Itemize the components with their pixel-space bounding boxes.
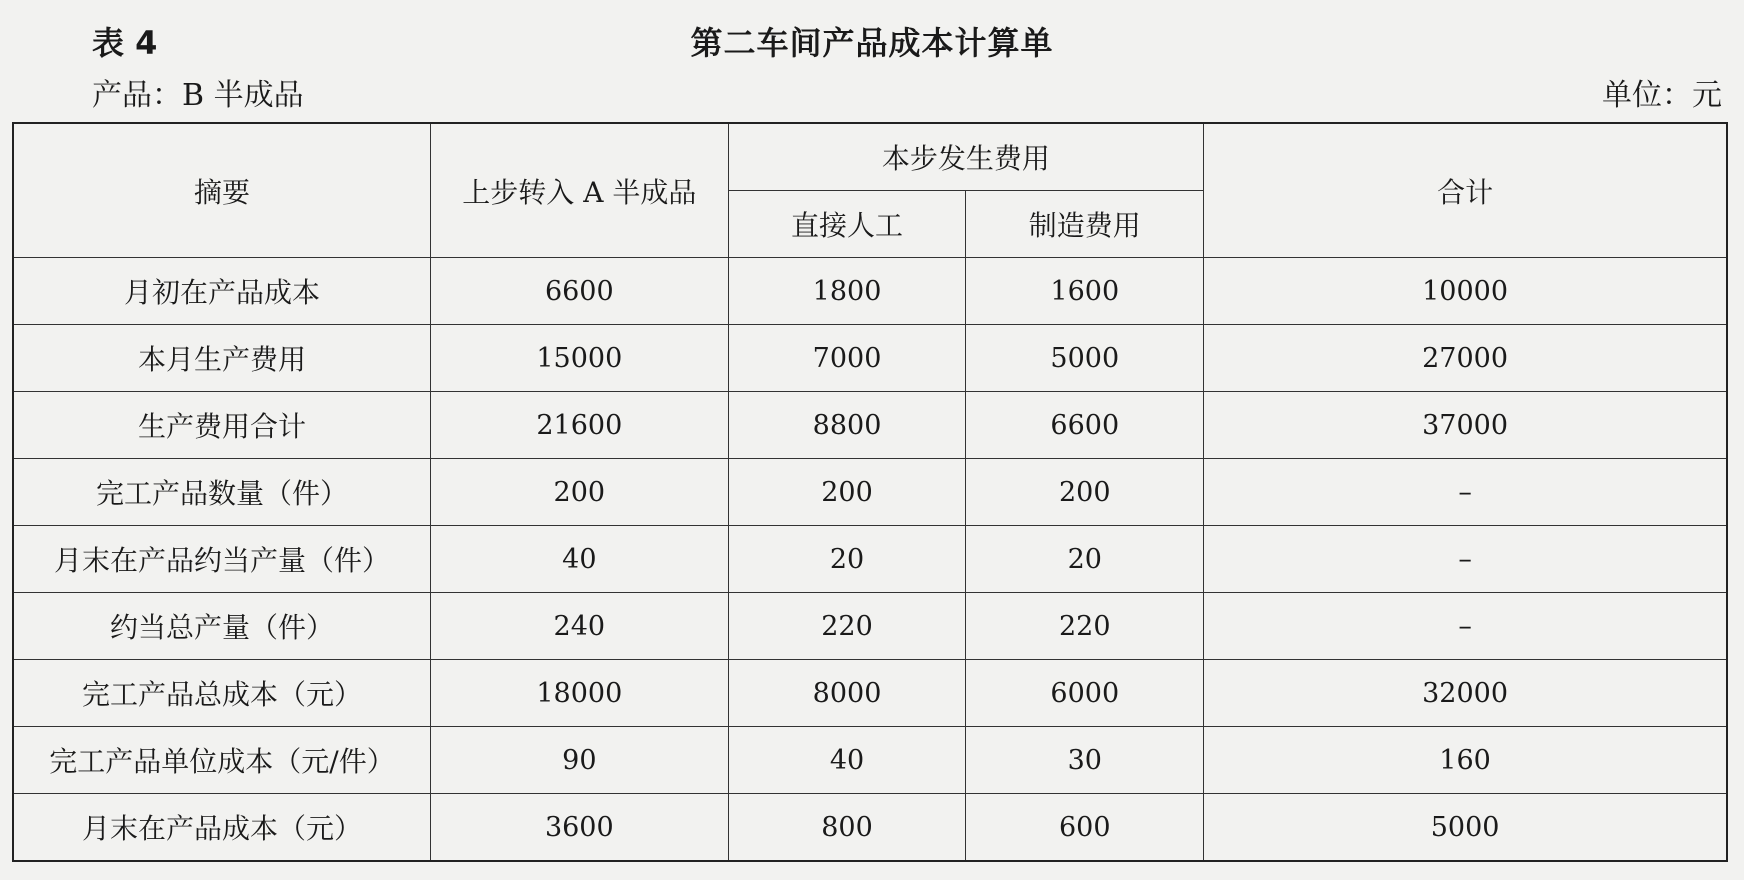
cell-manufacturing: 20 [966, 526, 1204, 593]
product-label: 产品：B 半成品 [92, 78, 304, 113]
cell-total: 5000 [1204, 794, 1727, 862]
header-summary: 摘要 [13, 123, 430, 258]
cell-total: – [1204, 593, 1727, 660]
document-title: 第二车间产品成本计算单 [690, 24, 1054, 62]
header-prior-step: 上步转入 A 半成品 [430, 123, 728, 258]
cell-manufacturing: 5000 [966, 325, 1204, 392]
cell-total: – [1204, 526, 1727, 593]
cell-manufacturing: 6000 [966, 660, 1204, 727]
cell-total: – [1204, 459, 1727, 526]
cell-total: 32000 [1204, 660, 1727, 727]
table-row [13, 392, 1727, 459]
cell-direct-labor: 20 [728, 526, 966, 593]
cell-total: 27000 [1204, 325, 1727, 392]
cell-direct-labor: 220 [728, 593, 966, 660]
cell-prior-step: 40 [430, 526, 728, 593]
cell-direct-labor: 40 [728, 727, 966, 794]
cell-prior-step: 18000 [430, 660, 728, 727]
table-row [13, 794, 1727, 862]
cell-direct-labor: 1800 [728, 258, 966, 325]
cell-total: 160 [1204, 727, 1727, 794]
table-label: 表 4 [92, 24, 158, 62]
table-row [13, 593, 1727, 660]
table-row [13, 325, 1727, 392]
row-label: 月末在产品约当产量（件） [13, 526, 430, 593]
cell-manufacturing: 30 [966, 727, 1204, 794]
cell-prior-step: 3600 [430, 794, 728, 862]
table-row [13, 526, 1727, 593]
header-direct-labor: 直接人工 [728, 191, 966, 258]
cell-prior-step: 240 [430, 593, 728, 660]
table-row [13, 727, 1727, 794]
row-label: 月初在产品成本 [13, 258, 430, 325]
row-label: 约当总产量（件） [13, 593, 430, 660]
cell-prior-step: 90 [430, 727, 728, 794]
header-manufacturing: 制造费用 [966, 191, 1204, 258]
cell-direct-labor: 8800 [728, 392, 966, 459]
cell-direct-labor: 200 [728, 459, 966, 526]
cell-total: 37000 [1204, 392, 1727, 459]
cell-manufacturing: 220 [966, 593, 1204, 660]
cell-direct-labor: 800 [728, 794, 966, 862]
row-label: 完工产品总成本（元） [13, 660, 430, 727]
row-label: 生产费用合计 [13, 392, 430, 459]
row-label: 月末在产品成本（元） [13, 794, 430, 862]
header-row-1 [13, 123, 1727, 191]
cell-manufacturing: 200 [966, 459, 1204, 526]
table-row [13, 660, 1727, 727]
header-current-step: 本步发生费用 [728, 123, 1204, 191]
table-row [13, 459, 1727, 526]
header-total: 合计 [1204, 123, 1727, 258]
row-label: 完工产品单位成本（元/件） [13, 727, 430, 794]
unit-label: 单位：元 [1602, 78, 1722, 113]
cell-manufacturing: 600 [966, 794, 1204, 862]
row-label: 本月生产费用 [13, 325, 430, 392]
cost-table [12, 122, 1728, 862]
cell-manufacturing: 1600 [966, 258, 1204, 325]
cell-prior-step: 15000 [430, 325, 728, 392]
cell-prior-step: 200 [430, 459, 728, 526]
cell-total: 10000 [1204, 258, 1727, 325]
table-row [13, 258, 1727, 325]
cell-direct-labor: 8000 [728, 660, 966, 727]
cell-direct-labor: 7000 [728, 325, 966, 392]
cell-manufacturing: 6600 [966, 392, 1204, 459]
cell-prior-step: 21600 [430, 392, 728, 459]
row-label: 完工产品数量（件） [13, 459, 430, 526]
cell-prior-step: 6600 [430, 258, 728, 325]
